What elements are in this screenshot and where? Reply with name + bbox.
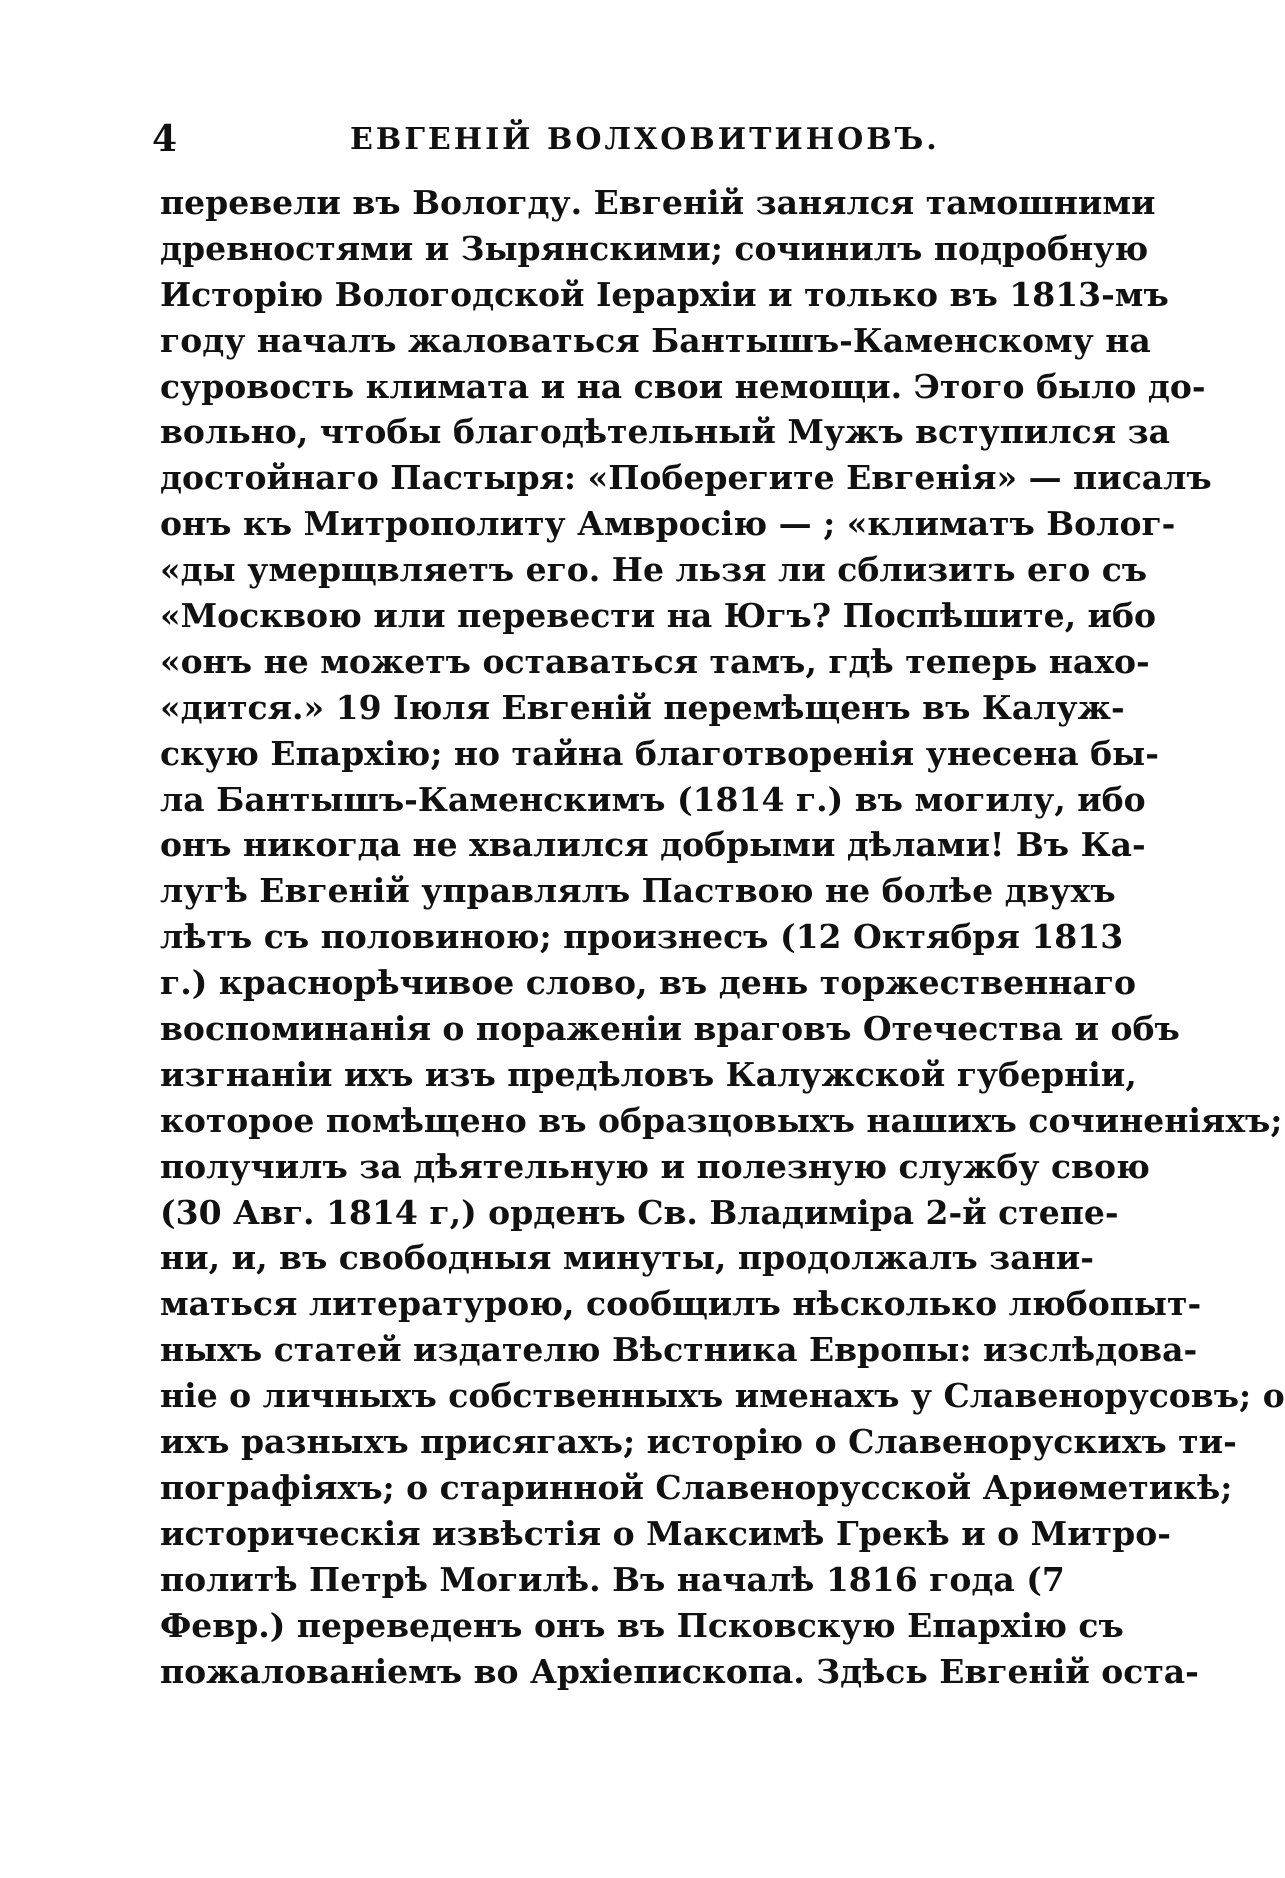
- text-line: изгнаніи ихъ изъ предѣловъ Калужской губерніи,: [160, 1054, 1137, 1094]
- book-page: [152, 118, 1285, 1694]
- page-number: 4: [152, 118, 178, 160]
- text-line: достойнаго Пастыря: «Поберегите Евгенія» — писалъ: [160, 458, 1212, 498]
- text-line: ніе о личныхъ собственныхъ именахъ у Славенорусовъ; о: [160, 1376, 1285, 1416]
- text-line: воспоминанія о пораженіи враговъ Отечества и объ: [160, 1009, 1180, 1049]
- text-line: древностями и Зырянскими; сочинилъ подробную: [160, 228, 1149, 268]
- text-line: ихъ разныхъ присягахъ; исторію о Славенорускихъ ти-: [160, 1422, 1237, 1462]
- text-line: «дится.» 19 Іюля Евгеній перемѣщенъ въ Калуж-: [160, 687, 1125, 727]
- text-line: историческія извѣстія о Максимѣ Грекѣ и о Митро-: [160, 1513, 1171, 1553]
- text-line: скую Епархію; но тайна благотворенія унесена бы-: [160, 733, 1159, 773]
- running-head-title: ЕВГЕНІЙ ВОЛХОВИТИНОВЪ.: [350, 122, 940, 157]
- running-head: [152, 118, 1060, 162]
- body-text: [160, 180, 1285, 1694]
- text-line: перевели въ Вологду. Евгеній занялся тамошними: [160, 183, 1156, 222]
- text-line: получилъ за дѣятельную и полезную службу свою: [160, 1146, 1150, 1186]
- text-line: политѣ Петрѣ Могилѣ. Въ началѣ 1816 года (7: [160, 1559, 1065, 1599]
- text-line: ни, и, въ свободныя минуты, продолжалъ зани-: [160, 1238, 1094, 1278]
- text-line: пожалованіемъ во Архіепископа. Здѣсь Евгеній оста-: [160, 1651, 1199, 1691]
- text-line: «ды умерщвляетъ его. Не льзя ли сблизить его съ: [160, 550, 1148, 590]
- text-line: «онъ не можетъ оставаться тамъ, гдѣ теперь нахо-: [160, 641, 1150, 681]
- text-line: онъ никогда не хвалился добрыми дѣлами! Въ Ка-: [160, 825, 1146, 865]
- text-line: г.) краснорѣчивое слово, въ день торжественнаго: [160, 963, 1136, 1003]
- text-line: лугѣ Евгеній управлялъ Паствою не болѣе двухъ: [160, 871, 1116, 911]
- text-line: вольно, чтобы благодѣтельный Мужъ вступился за: [160, 412, 1171, 452]
- text-line: ла Бантышъ-Каменскимъ (1814 г.) въ могилу, ибо: [160, 779, 1146, 819]
- text-line: ныхъ статей издателю Вѣстника Европы: изслѣдова-: [160, 1330, 1198, 1370]
- text-line: (30 Авг. 1814 г,) орденъ Св. Владиміра 2-й степе-: [160, 1192, 1119, 1232]
- text-line: году началъ жаловаться Бантышъ-Каменскому на: [160, 320, 1151, 360]
- text-line: суровость климата и на свои немощи. Этого было до-: [160, 366, 1206, 406]
- text-line: маться литературою, сообщилъ нѣсколько любопыт-: [160, 1284, 1202, 1324]
- text-line: Февр.) переведенъ онъ въ Псковскую Епархію съ: [160, 1605, 1124, 1645]
- text-line: которое помѣщено въ образцовыхъ нашихъ сочиненіяхъ;: [160, 1100, 1283, 1140]
- text-line: «Москвою или перевести на Югъ? Поспѣшите, ибо: [160, 596, 1157, 636]
- text-line: лѣтъ съ половиною; произнесъ (12 Октября 1813: [160, 917, 1124, 957]
- text-line: Исторію Вологодской Іерархіи и только въ 1813-мъ: [160, 274, 1169, 314]
- text-line: пографіяхъ; о старинной Славенорусской Ариѳметикѣ;: [160, 1467, 1233, 1507]
- text-line: онъ къ Митрополиту Амвросію — ; «климатъ Волог-: [160, 504, 1176, 544]
